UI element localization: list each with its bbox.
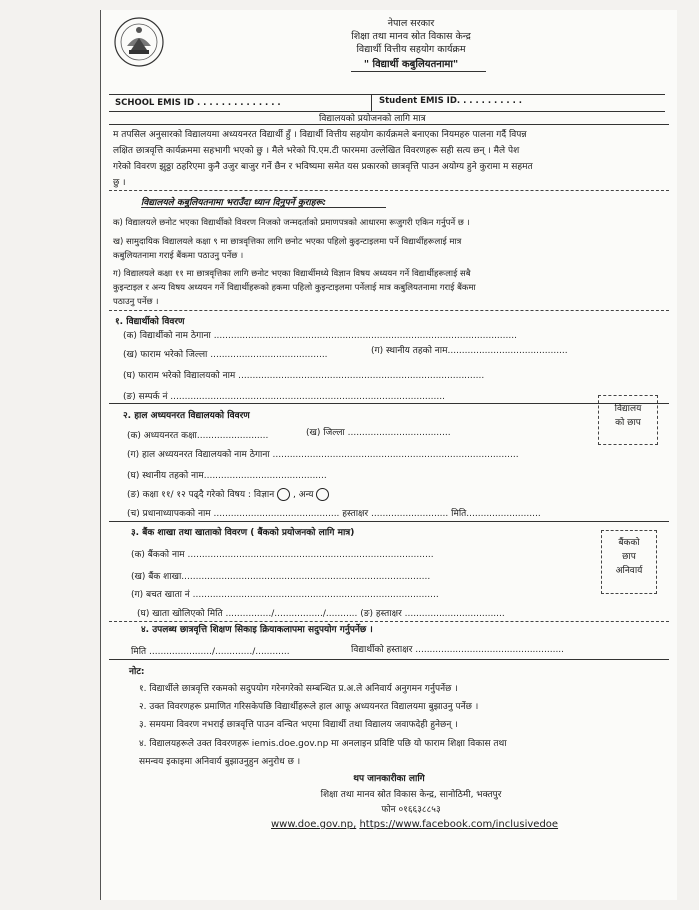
note-item-2: २. उक्त विवरणहरू प्रमाणित गरिसकेपछि विद्यार्थीहरूले हाल आफू अध्ययनरत विद्यालयमा बुझाउनु पर्नेछ । xyxy=(139,702,479,712)
section3-title: ३. बैंक शाखा तथा खाताको विवरण ( बैंकको प्रयोजनको लागि मात्र) xyxy=(131,528,355,538)
saving-account-field[interactable]: (ग) बचत खाता नं ...................................................................................... xyxy=(131,590,439,600)
attention-item-kha-2: कबुलियतनामा गराई बैंकमा पठाउनु पर्नेछ । xyxy=(113,251,244,261)
attention-item-ga-2: कुइन्टाइल र अन्य विषय अध्ययन गर्ने विद्यार्थीहरूको हकमा पहिलो कुइन्टाइलमा पर्नेलाई मात्र कबुलियतनामा गराई बैंकमा xyxy=(113,283,476,293)
school-emis-field[interactable]: SCHOOL EMIS ID . . . . . . . . . . . . . . xyxy=(115,98,281,108)
account-open-date-field[interactable]: (घ) खाता खोलिएको मिति ................/................./........... (ङ) हस्ताक्षर ................................... xyxy=(137,609,505,619)
emis-row xyxy=(109,94,665,112)
current-school-name-field[interactable]: (ग) हाल अध्ययनरत विद्यालयको नाम ठेगाना ...................................................................................... xyxy=(127,450,519,460)
bank-stamp-box xyxy=(601,530,657,594)
attention-item-kha-1: ख) सामुदायिक विद्यालयले कक्षा ९ मा छात्रवृत्तिका लागि छनोट भएका पहिलो कुइन्टाइलमा पर्ने विद्यार्थीहरूलाई मात्र xyxy=(113,237,462,247)
current-local-level-field[interactable]: (घ) स्थानीय तहको नाम........................................... xyxy=(127,471,327,481)
student-signature-field[interactable]: विद्यार्थीको हस्ताक्षर .................................................... xyxy=(351,645,565,655)
student-date-field[interactable]: मिति ....................../............./............ xyxy=(131,647,290,657)
section2-title: २. हाल अध्ययनरत विद्यालयको विवरण xyxy=(123,411,250,421)
school-stamp-line1: विद्यालय xyxy=(614,404,642,414)
note-item-1: १. विद्यार्थीले छात्रवृत्ति रकमको सदुपयोग गरेनगरेको सम्बन्धित प्र.अ.ले अनिवार्य अनुगमन गर्नुपर्नेछ । xyxy=(139,684,458,694)
note-item-4-2: समन्वय इकाइमा अनिवार्य बुझाउनुहुन अनुरोध छ । xyxy=(139,757,301,767)
attention-title: विद्यालयले कबुलियतनामा भराउँदा ध्यान दिनुपर्ने कुराहरू: xyxy=(141,198,327,208)
local-level-field[interactable]: (ग) स्थानीय तहको नाम.......................................... xyxy=(371,346,568,356)
student-emis-field[interactable]: Student EMIS ID. . . . . . . . . . . xyxy=(379,96,522,106)
section1-title: १. विद्यार्थीको विवरण xyxy=(115,317,185,327)
contact-number-field[interactable]: (ङ) सम्पर्क नं ................................................................................................ xyxy=(123,392,445,402)
form-district-field[interactable]: (ख) फाराम भरेको जिल्ला ......................................... xyxy=(123,350,328,360)
headteacher-field[interactable]: (च) प्रधानाध्यापकको नाम ............................................ हस्ताक्षर ........................... मिति.......................... xyxy=(127,509,541,519)
header-line2: शिक्षा तथा मानव स्रोत विकास केन्द्र xyxy=(351,31,471,42)
note-item-3: ३. समयमा विवरण नभराई छात्रवृत्ति पाउन वन्चित भएमा विद्यार्थी तथा विद्यालय जवाफदेही हुनेछन् । xyxy=(139,720,458,730)
office-use-label: विद्यालयको प्रयोजनको लागि मात्र xyxy=(319,114,426,124)
subject-label: (ङ) कक्षा ११/ १२ पढ्दै गरेको विषय : विज्ञान xyxy=(127,490,275,500)
attention-item-ga-3: पठाउनु पर्नेछ । xyxy=(113,297,159,307)
header-line1: नेपाल सरकार xyxy=(387,18,435,29)
form-title: " विद्यार्थी कबुलियतनामा" xyxy=(363,59,459,70)
section4-title: ४. उपलब्ध छात्रवृत्ति शिक्षण सिकाइ क्रियाकलापमा सदुपयोग गर्नुपर्नेछ । xyxy=(141,625,373,635)
footer-phone: फोन ०१६६३८८५३ xyxy=(381,805,441,815)
bank-branch-field[interactable]: (ख) बैंक शाखा....................................................................................... xyxy=(131,572,431,582)
current-district-field[interactable]: (ख) जिल्ला .................................... xyxy=(306,428,451,438)
note-item-4-1: ४. विद्यालयहरूले उक्त विवरणहरू iemis.doe.gov.np मा अनलाइन प्रविष्टि पछि यो फाराम शिक्षा विकास तथा xyxy=(139,739,507,749)
doe-website-link[interactable]: www.doe.gov.np, xyxy=(271,819,357,830)
other-radio[interactable] xyxy=(316,488,329,501)
school-stamp-line2: को छाप xyxy=(615,418,641,428)
bank-stamp-line3: अनिवार्य xyxy=(615,566,643,576)
other-label: , अन्य xyxy=(293,490,314,500)
bank-stamp-line2: छाप xyxy=(622,552,636,562)
student-name-address-field[interactable]: (क) विद्यार्थीको नाम ठेगाना .......................................................................................................... xyxy=(123,331,517,341)
form-page xyxy=(100,10,677,900)
header-line3: विद्यार्थी वित्तीय सहयोग कार्यक्रम xyxy=(356,44,466,55)
facebook-link[interactable]: https://www.facebook.com/inclusivedoe xyxy=(359,819,559,830)
current-class-field[interactable]: (क) अध्ययनरत कक्षा......................... xyxy=(127,431,269,441)
declaration-line3: गरेको विवरण झुठ्ठा ठहरिएमा कुनै उजुर बाजुर गर्ने छैन र भविष्यमा समेत यस प्रकारको छात्रवृत्ति पाउन अयोग्य हुने कुरामा म सहमत xyxy=(113,162,533,172)
more-info-label: थप जानकारीका लागि xyxy=(353,774,425,784)
footer-links xyxy=(271,819,558,830)
form-school-name-field[interactable]: (घ) फाराम भरेको विद्यालयको नाम ...................................................................................... xyxy=(123,371,485,381)
attention-item-ka: क) विद्यालयले छनोट भएका विद्यार्थीको विवरण निजको जन्मदर्ताको प्रमाणपत्रको आधारमा रूजुगरी एकिन गर्नुपर्ने छ । xyxy=(113,218,470,228)
science-radio[interactable] xyxy=(277,488,290,501)
declaration-line1: म तपसिल अनुसारको विद्यालयमा अध्ययनरत विद्यार्थी हुँ । विद्यार्थी वित्तीय सहयोग कार्यक्रमले बनाएका नियमहरु पालना गर्दै विपन्न xyxy=(113,130,527,140)
bank-name-field[interactable]: (क) बैंकको नाम ...................................................................................... xyxy=(131,550,434,560)
note-title: नोट: xyxy=(129,667,145,677)
attention-item-ga-1: ग) विद्यालयले कक्षा ११ मा छात्रवृत्तिका लागि छनोट भएका विद्यार्थीमध्ये विज्ञान विषय अध्ययन गर्ने विद्यार्थीहरूलाई सबै xyxy=(113,269,471,279)
declaration-line2: लक्षित छात्रवृत्ति कार्यक्रममा सहभागी भएको छु । मैले भरेको पि.एम.टी फारममा उल्लेखित विवरणहरू सही सत्य छन् । मैले पेश xyxy=(113,146,520,156)
school-stamp-box xyxy=(598,395,658,445)
footer-org: शिक्षा तथा मानव स्रोत विकास केन्द्र, सानोठिमी, भक्तपुर xyxy=(320,790,502,800)
subject-row xyxy=(127,487,329,501)
declaration-line4: छु । xyxy=(113,178,126,188)
nepal-emblem-icon xyxy=(113,16,165,68)
bank-stamp-line1: बैंकको xyxy=(618,538,640,548)
